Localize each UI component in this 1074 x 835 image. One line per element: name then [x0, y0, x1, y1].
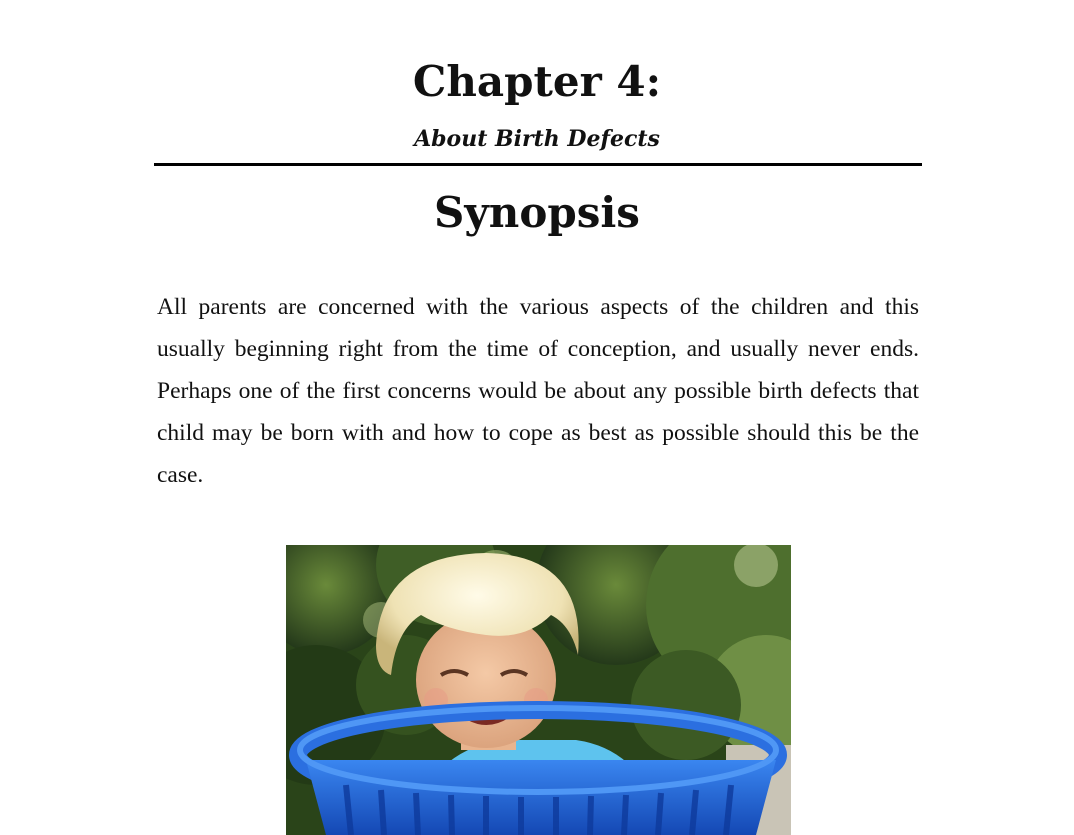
- horizontal-rule: [154, 163, 922, 166]
- child-photo: [286, 545, 791, 835]
- smiling-child-in-basket-photo: [286, 545, 791, 835]
- chapter-title: Chapter 4:: [412, 57, 662, 106]
- synopsis-paragraph: All parents are concerned with the various aspects of the children and this usually beginning right from the time of conception, and usually never ends. Perhaps one of the first concerns would be about any possible birth defects that child may be born with and how to cope as best as possible should this be the case.: [157, 294, 919, 488]
- chapter-subtitle: About Birth Defects: [414, 126, 660, 152]
- section-title: Synopsis: [434, 188, 640, 237]
